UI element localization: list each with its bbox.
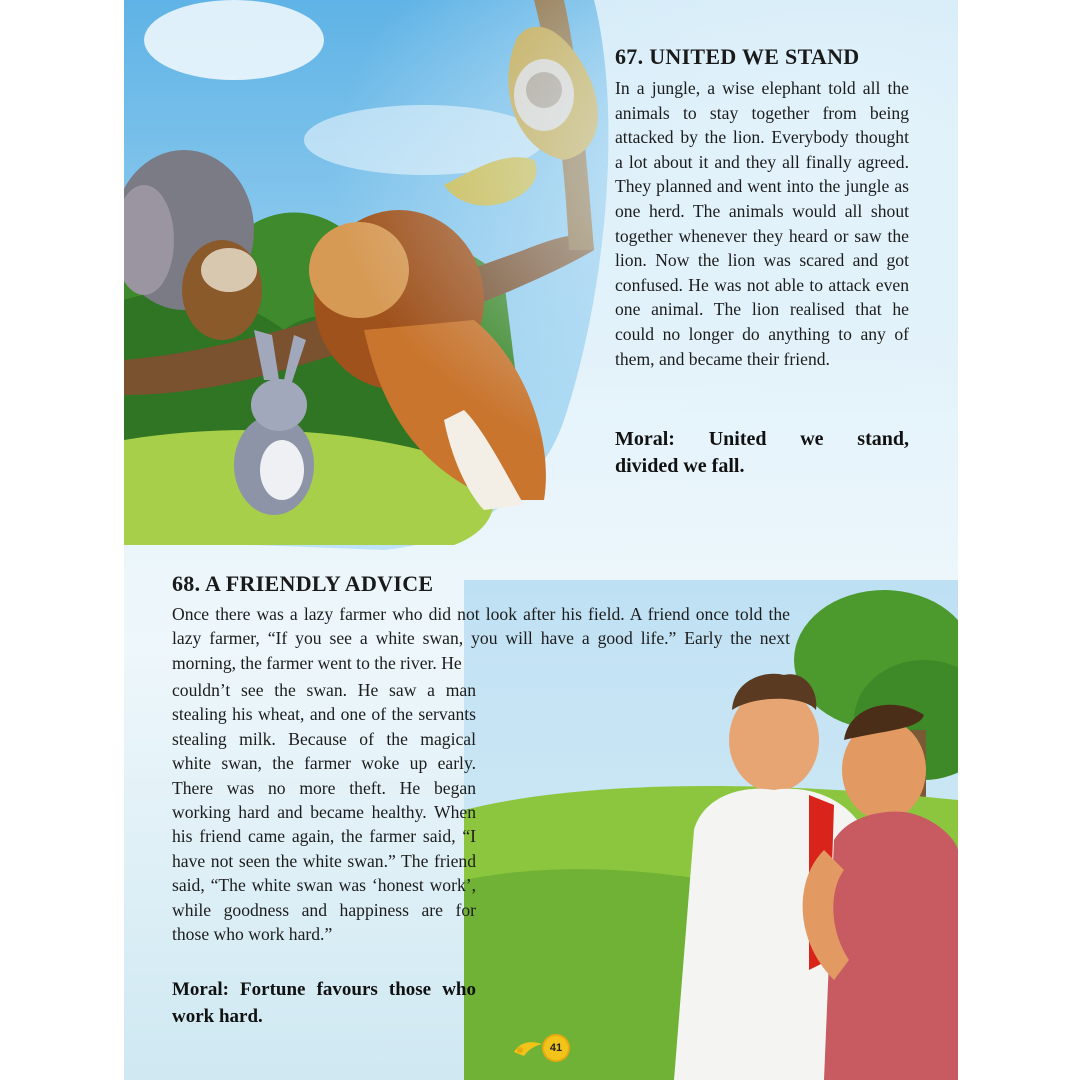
page-number-decoration-icon bbox=[512, 1038, 546, 1058]
book-page bbox=[124, 0, 958, 1080]
story-68-title: 68. A FRIENDLY ADVICE bbox=[172, 571, 434, 596]
story-67-title: 67. UNITED WE STAND bbox=[615, 44, 860, 69]
story-67-body: In a jungle, a wise elephant told all the animals to stay together from being attacked by the lion. Everybody thought a lot about it and they all finally agreed. They planned and went into the jungle as one herd. The animals would all shout together whenever they heard or saw the lion. Now the lion was scared and got confused. He was not able to attack even one animal. The lion realised that he could no longer do anything to any of them, and became their friend. bbox=[615, 78, 909, 369]
story-67-moral bbox=[615, 426, 909, 480]
story-68-moral: Moral: Fortune favours those who work hard. bbox=[172, 979, 476, 1027]
page-number: 41 bbox=[544, 1036, 568, 1060]
story-67-moral-line1: Moral: United we stand, bbox=[615, 428, 909, 450]
story-68-body: Once there was a lazy farmer who did not look after his field. A friend once told the lazy farmer, “If you see a white swan, you will have a good life.” Early the next morning, the farmer went to the river. He bbox=[172, 604, 790, 673]
story-67-moral-line2: divided we fall. bbox=[615, 455, 745, 477]
story-68-body-continued: couldn’t see the swan. He saw a man stealing his wheat, and one of the servants stealing milk. Because of the magical white swan, the farmer woke up early. There was no more theft. He began working hard and became healthy. When his friend came again, the farmer said, “I have not seen the white swan.” The friend said, “The white swan was ‘honest work’, while goodness and happiness are for those who work hard.” bbox=[172, 680, 476, 945]
